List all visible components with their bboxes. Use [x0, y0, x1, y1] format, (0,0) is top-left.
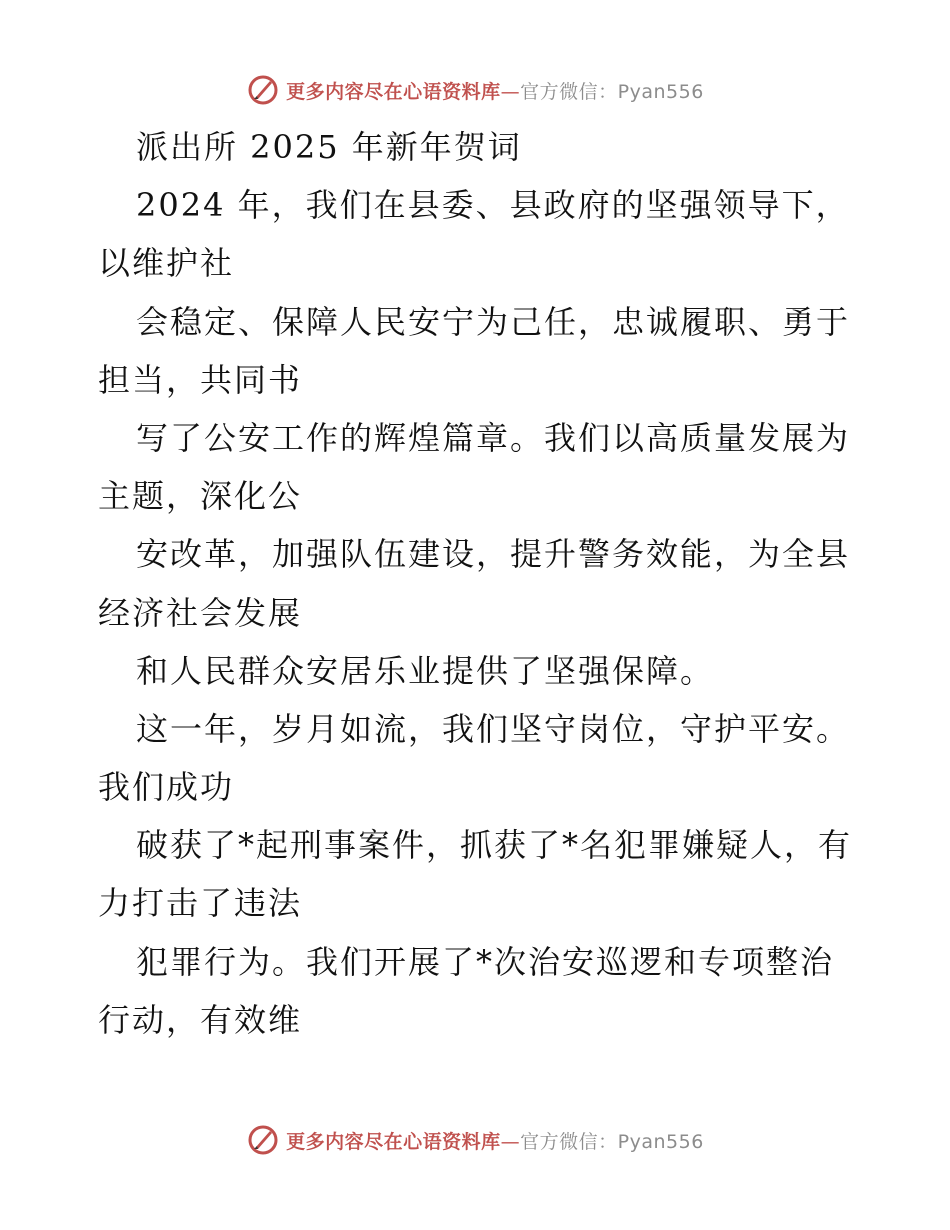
text-line: 我们成功: [98, 768, 235, 807]
text-line: 以维护社: [98, 244, 235, 283]
document-body: [98, 118, 858, 1049]
footer-banner: [0, 1120, 950, 1160]
quill-logo-icon: [246, 1123, 280, 1157]
text-line: 主题，深化公: [98, 477, 303, 516]
quill-logo-icon: [246, 73, 280, 107]
header-separator: —: [500, 80, 521, 103]
text-line: 担当，共同书: [98, 360, 303, 399]
text-line: 和人民群众安居乐业提供了坚强保障。: [136, 651, 715, 690]
text-line: 会稳定、保障人民安宁为己任，忠诚履职、勇于: [136, 302, 851, 341]
text-line: 力打击了违法: [98, 884, 303, 923]
footer-separator: —: [500, 1130, 521, 1153]
document-title: 派出所 2025 年新年贺词: [136, 128, 522, 166]
text-line: 破获了*起刑事案件，抓获了*名犯罪嫌疑人，有: [136, 826, 853, 865]
text-line: 行动，有效维: [98, 1000, 303, 1039]
header-text: [286, 77, 704, 104]
text-line: 经济社会发展: [98, 593, 303, 632]
header-wechat: 官方微信：Pyan556: [520, 80, 704, 103]
text-line: 2024 年，我们在县委、县政府的坚强领导下，: [136, 186, 850, 225]
text-line: 这一年，岁月如流，我们坚守岗位，守护平安。: [136, 709, 851, 748]
footer-wechat: 官方微信：Pyan556: [520, 1130, 704, 1153]
header-banner: [0, 70, 950, 110]
footer-text: [286, 1127, 704, 1154]
footer-brand: 更多内容尽在心语资料库: [286, 1130, 501, 1153]
text-line: 安改革，加强队伍建设，提升警务效能，为全县: [136, 535, 851, 574]
text-line: 犯罪行为。我们开展了*次治安巡逻和专项整治: [136, 942, 835, 981]
header-brand: 更多内容尽在心语资料库: [286, 80, 501, 103]
text-line: 写了公安工作的辉煌篇章。我们以高质量发展为: [136, 418, 851, 457]
